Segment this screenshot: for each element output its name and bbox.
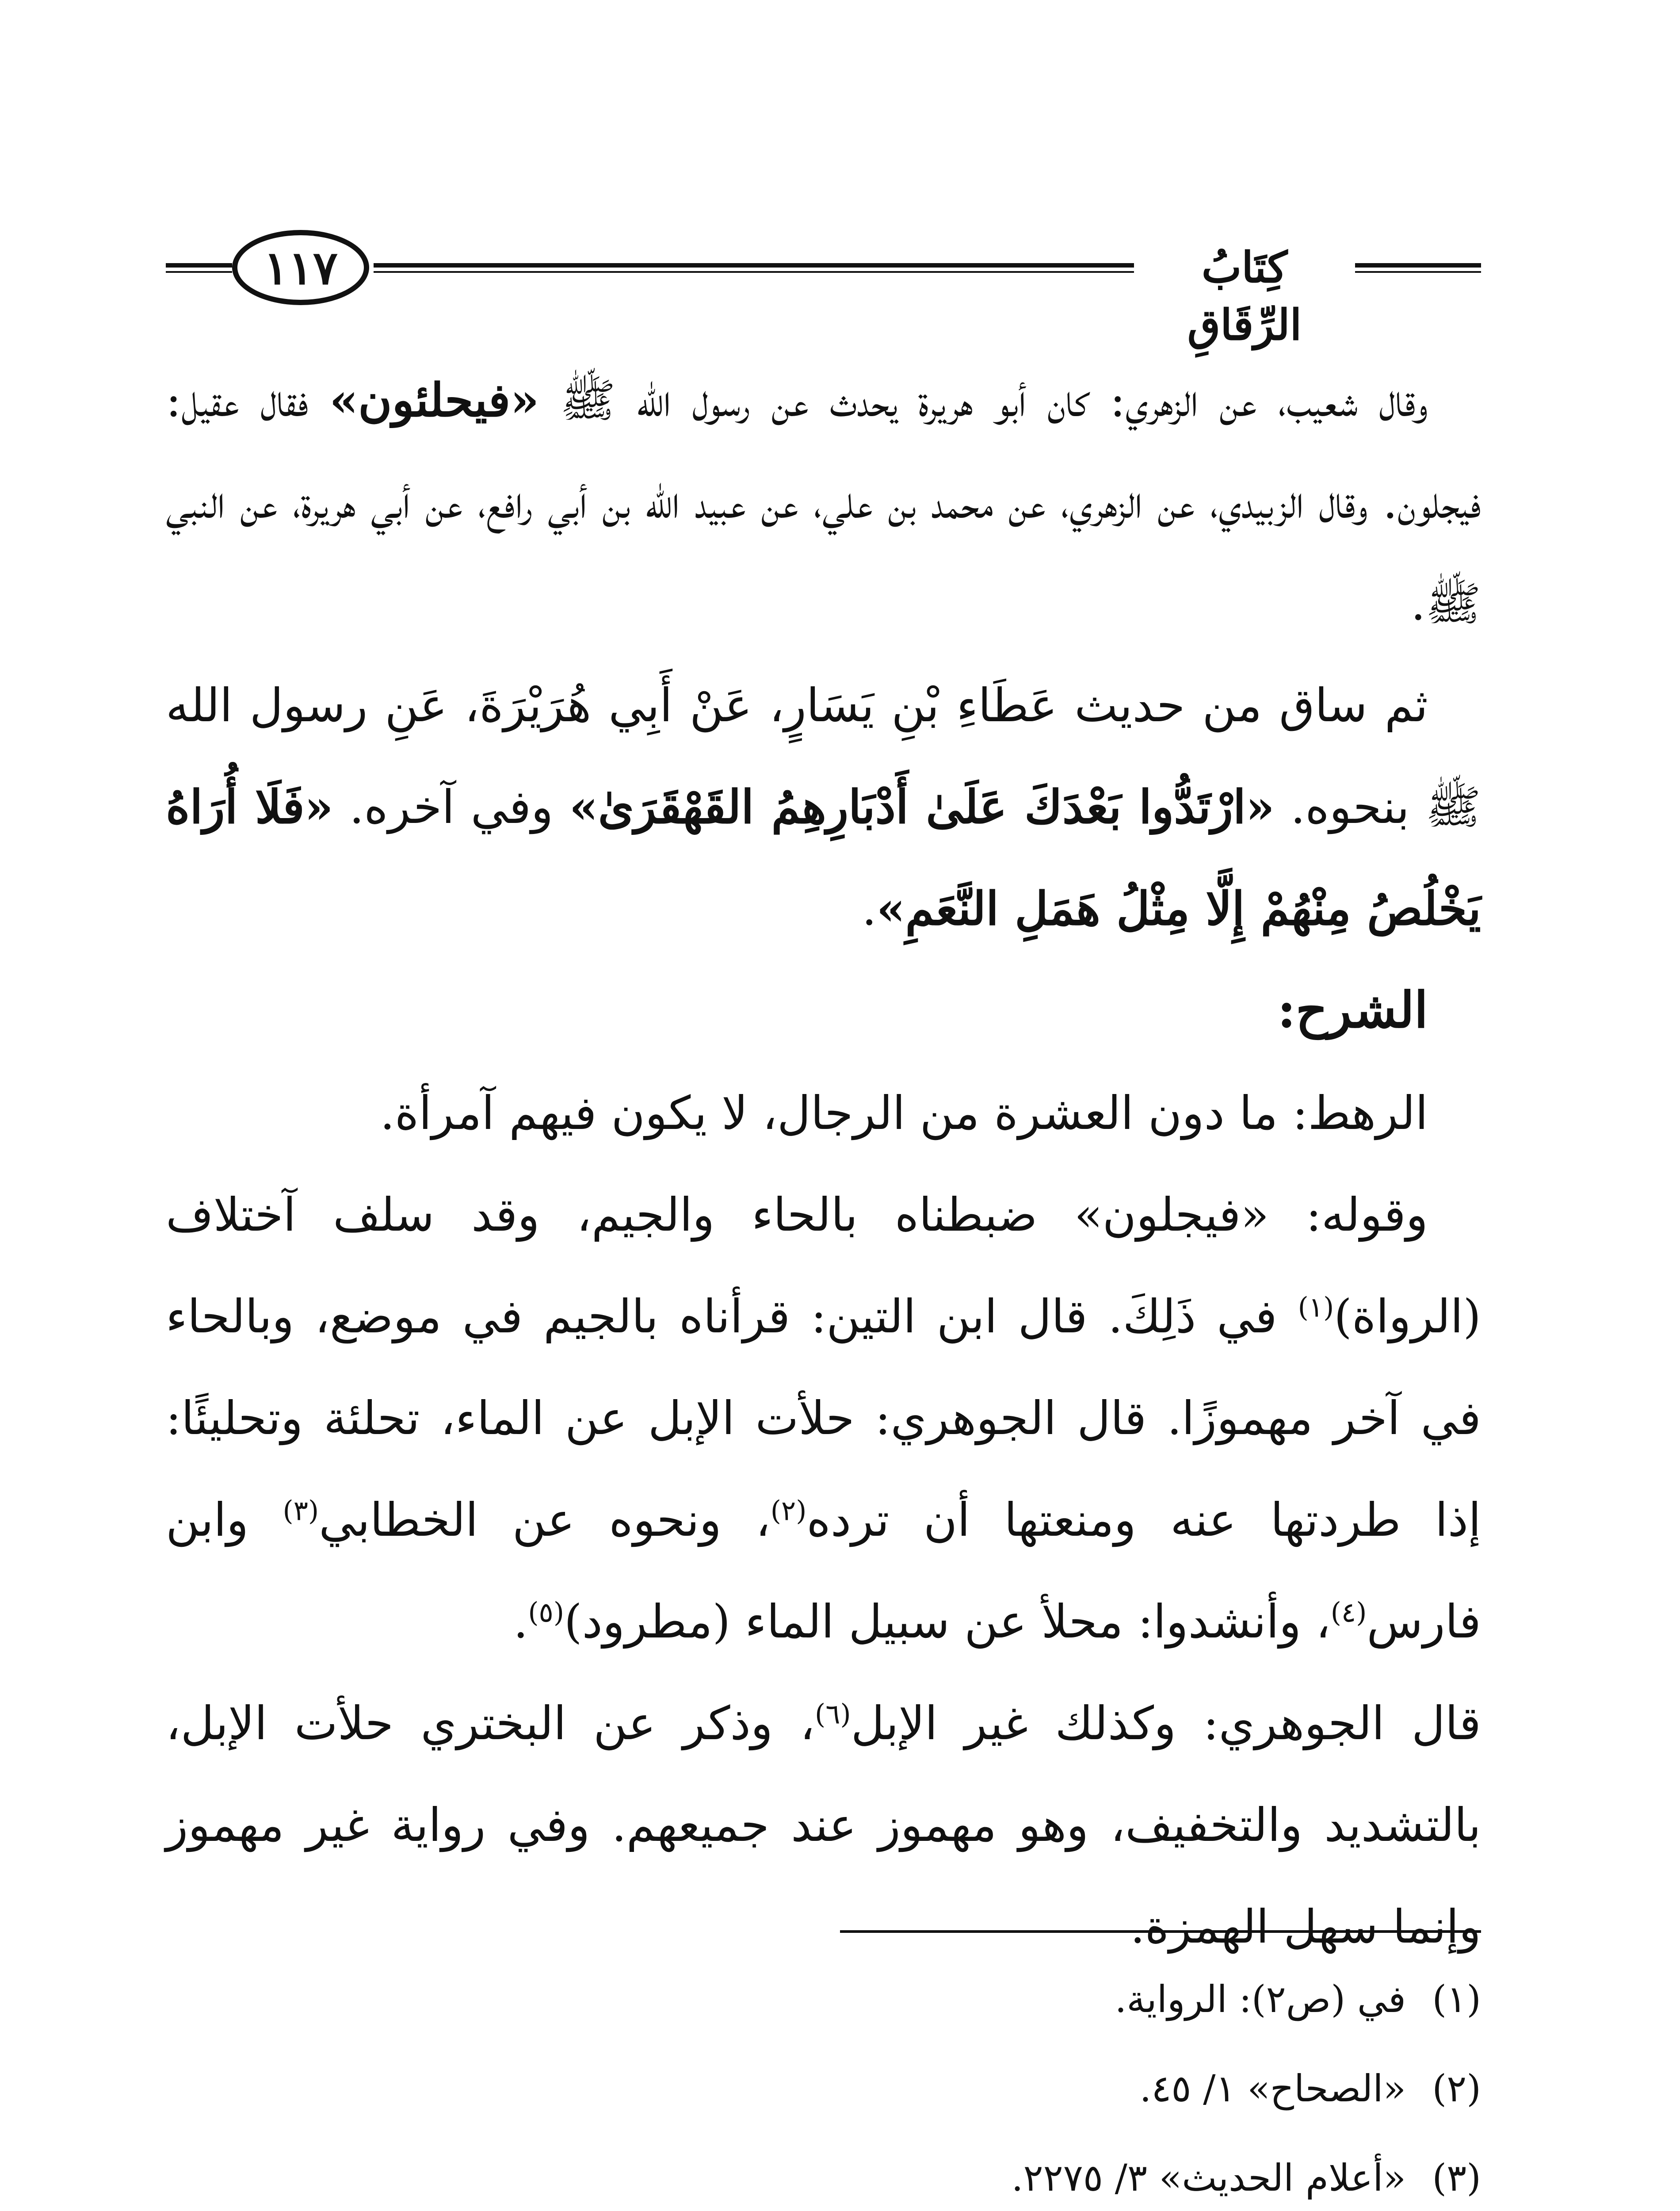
hadith-quote: «فَلَا أُرَاهُ يَخْلُصُ مِنْهُمْ إِلَّا مِثْلُ هَمَلِ النَّعَمِ»	[166, 780, 1481, 936]
sharh-paragraph-2	[166, 1164, 1481, 1672]
text-segment: وقوله: «فيجلون» ضبطناه بالحاء والجيم، وقد سلف آختلاف (الرواة)	[166, 1188, 1481, 1343]
main-text	[166, 349, 1481, 1978]
footnote-ref[interactable]: (٤)	[1330, 1596, 1367, 1629]
footnote-item	[619, 2044, 1481, 2133]
hadith-paragraph-2	[166, 654, 1481, 960]
quoted-word: «فيحلئون»	[329, 373, 539, 427]
running-header	[166, 230, 1481, 350]
footnote-number: (١)	[1432, 1978, 1481, 2021]
footnote-item	[619, 2133, 1481, 2211]
text-segment: ، ونحوه عن الخطابي	[319, 1493, 771, 1547]
footnote-text: «أعلام الحديث» ٣/ ٢٢٧٥.	[1011, 2156, 1406, 2200]
footnote-number: (٣)	[1432, 2156, 1481, 2200]
sharh-heading-text: الشرح:	[1277, 981, 1428, 1039]
footnote-ref[interactable]: (٣)	[283, 1494, 319, 1527]
sharh-paragraph-1: الرهط: ما دون العشرة من الرجال، لا يكون فيهم آمرأة.	[380, 1086, 1428, 1140]
text-segment: في ذَلِكَ. قال ابن التين: قرأناه بالجيم في موضع، وبالحاء في آخر مهموزًا. قال الجوهري: حلأت الإبل عن الماء، تحلئة وتحليئًا: إذا طردتها عنه ومنعتها أن ترده	[166, 1289, 1481, 1547]
footnote-ref[interactable]: (١)	[1298, 1291, 1334, 1324]
footnote-text: «الصحاح» ١/ ٤٥.	[1139, 2067, 1406, 2110]
text-segment: وابن فارس	[166, 1493, 1481, 1649]
running-title: كِتَابُ الرِّقَاقِ	[1187, 242, 1302, 350]
text-segment: ثم ساق من حديث عَطَاءِ بْنِ يَسَارٍ، عَنْ أَبِي هُرَيْرَةَ، عَنِ رسول الله ﷺ بنحوه.	[166, 678, 1481, 834]
text-segment: .	[513, 1595, 528, 1649]
header-rule-left	[166, 263, 232, 273]
hadith-quote: «ارْتَدُّوا بَعْدَكَ عَلَىٰ أَدْبَارِهِمُ القَهْقَرَىٰ»	[569, 780, 1275, 834]
footnote-text: في (ص٢): الرواية.	[1115, 1978, 1406, 2021]
page-number: ١١٧	[232, 230, 369, 305]
hadith-paragraph-1	[166, 349, 1481, 654]
footnotes	[619, 1955, 1481, 2211]
footnote-number: (٢)	[1432, 2067, 1481, 2110]
text-segment: وفي آخره.	[333, 780, 569, 834]
text-segment: وقال شعيب، عن الزهري: كان أبو هريرة يحدث عن رسول الله ﷺ	[539, 373, 1428, 427]
header-rule-right	[1355, 263, 1481, 273]
footnote-separator	[840, 1930, 1481, 1933]
text-segment: قال الجوهري: وكذلك غير الإبل	[851, 1696, 1481, 1750]
footnote-ref[interactable]: (٢)	[770, 1494, 807, 1527]
footnote-ref[interactable]: (٥)	[528, 1596, 565, 1629]
text-segment: ، وذكر عن البختري حلأت الإبل، بالتشديد والتخفيف، وهو مهموز عند جميعهم. وفي رواية غير مهموز وإنما سهل الهمزة.	[166, 1696, 1481, 1954]
text-segment: فقال عقيل: فيجلون. وقال الزبيدي، عن الزهري، عن محمد بن علي، عن عبيد الله بن أبي رافع، عن أبي هريرة، عن النبي ﷺ.	[166, 373, 1481, 631]
text-segment: .	[862, 882, 877, 936]
text-segment: ، وأنشدوا: محلأ عن سبيل الماء (مطرود)	[564, 1595, 1331, 1649]
footnote-item	[619, 1955, 1481, 2044]
sharh-heading	[166, 960, 1481, 1062]
header-rule-middle	[374, 263, 1134, 273]
footnote-ref[interactable]: (٦)	[815, 1698, 851, 1730]
